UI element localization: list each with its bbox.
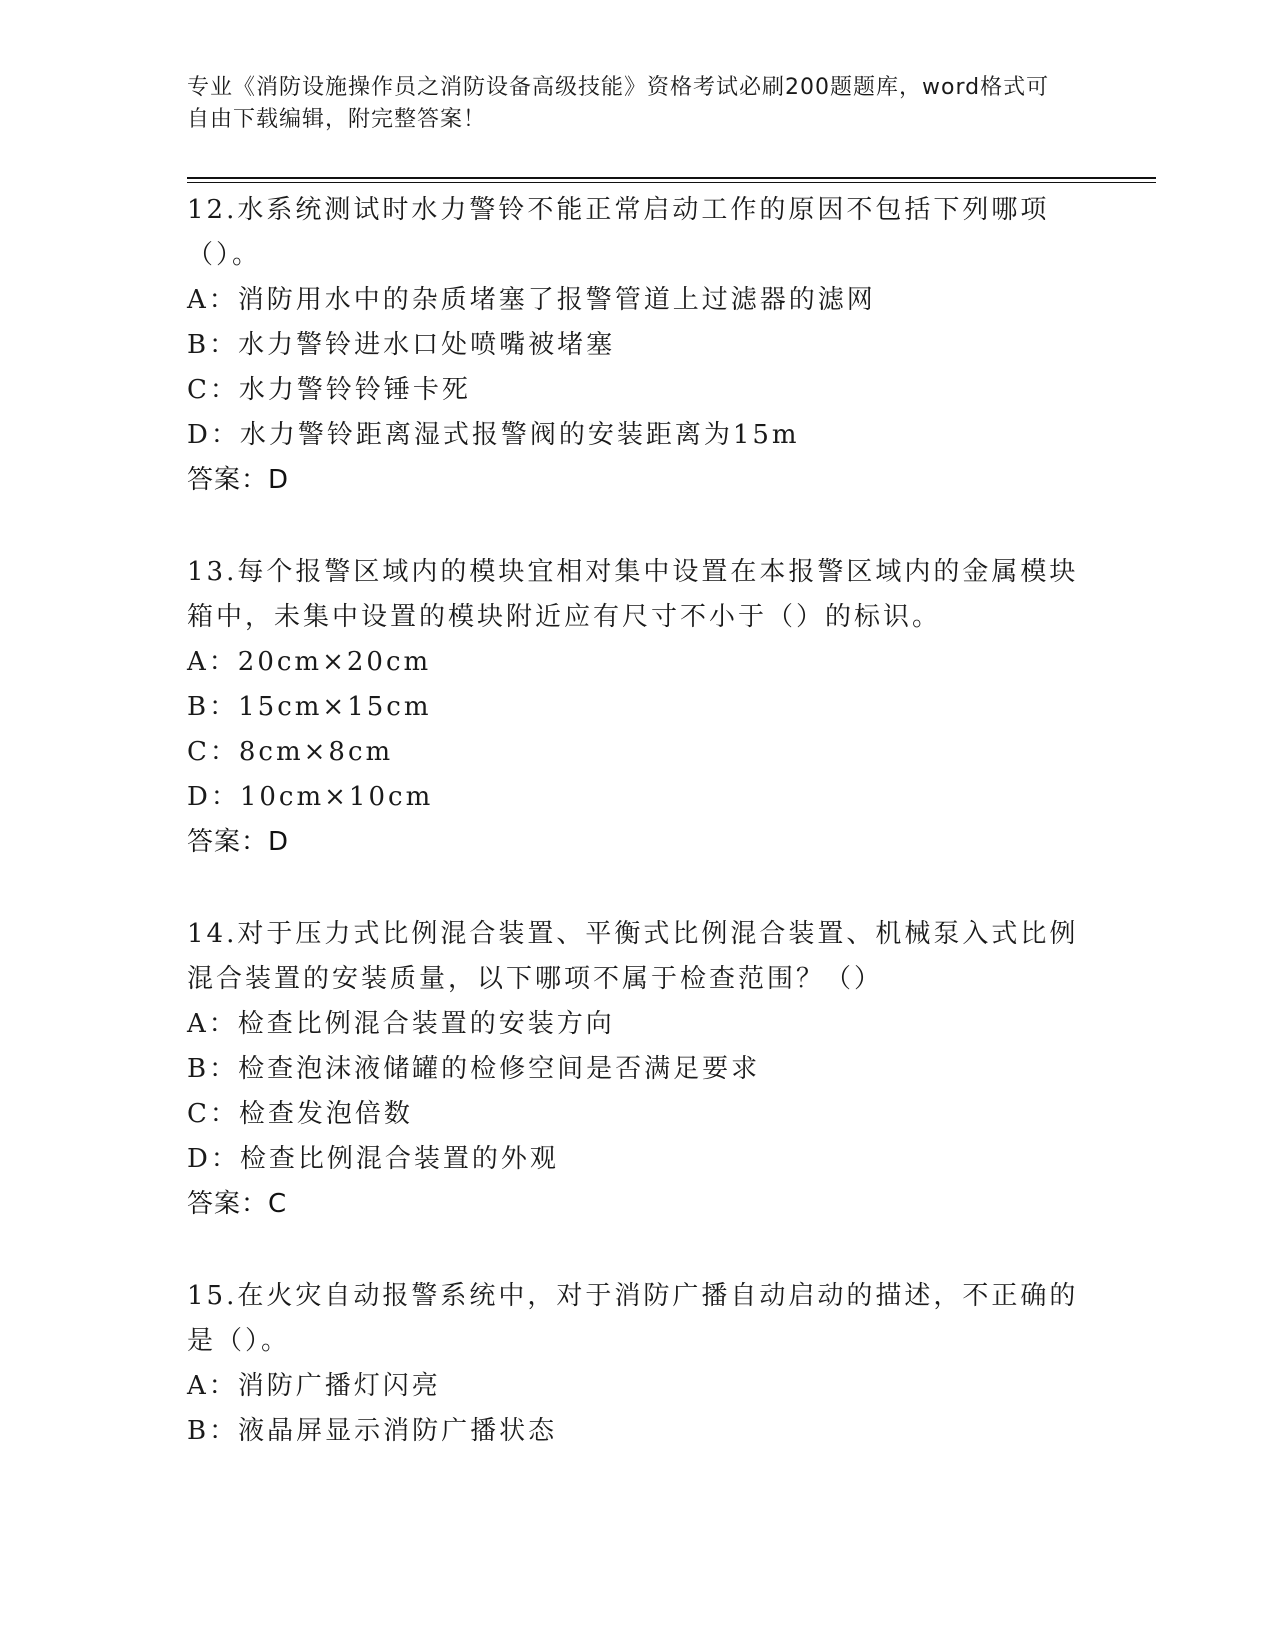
option-d: D：检查比例混合装置的外观	[187, 1144, 559, 1174]
question-14	[187, 912, 1087, 1227]
header-divider-thick	[187, 177, 1156, 179]
option-c: C：水力警铃铃锤卡死	[187, 375, 471, 405]
answer-line: 答案：C	[187, 1189, 288, 1219]
header-divider-thin	[187, 182, 1156, 183]
option-c: C：8cm×8cm	[187, 737, 394, 767]
question-stem: 14.对于压力式比例混合装置、平衡式比例混合装置、机械泵入式比例混合装置的安装质量，以下哪项不属于检查范围？（）	[187, 919, 1079, 994]
option-d: D：水力警铃距离湿式报警阀的安装距离为15m	[187, 420, 800, 450]
question-13	[187, 550, 1087, 865]
option-b: B：液晶屏显示消防广播状态	[187, 1416, 558, 1446]
document-header: 专业《消防设施操作员之消防设备高级技能》资格考试必刷200题题库，word格式可自由下载编辑，附完整答案！	[187, 75, 1050, 132]
answer-line: 答案：D	[187, 465, 290, 495]
question-stem: 15.在火灾自动报警系统中，对于消防广播自动启动的描述，不正确的是（）。	[187, 1281, 1079, 1356]
option-b: B：水力警铃进水口处喷嘴被堵塞	[187, 330, 616, 360]
question-spacer	[187, 503, 1087, 550]
option-a: A：消防广播灯闪亮	[187, 1371, 441, 1401]
question-15	[187, 1274, 1087, 1454]
answer-line: 答案：D	[187, 827, 290, 857]
option-b: B：15cm×15cm	[187, 692, 432, 722]
question-spacer	[187, 1227, 1087, 1274]
question-spacer	[187, 865, 1087, 912]
option-c: C：检查发泡倍数	[187, 1099, 413, 1129]
question-12	[187, 188, 1087, 503]
question-list	[187, 188, 1087, 1454]
option-a: A：检查比例混合装置的安装方向	[187, 1009, 615, 1039]
option-a: A：消防用水中的杂质堵塞了报警管道上过滤器的滤网	[187, 285, 876, 315]
option-d: D：10cm×10cm	[187, 782, 434, 812]
option-b: B：检查泡沫液储罐的检修空间是否满足要求	[187, 1054, 761, 1084]
question-stem: 12.水系统测试时水力警铃不能正常启动工作的原因不包括下列哪项（）。	[187, 195, 1050, 270]
question-stem: 13.每个报警区域内的模块宜相对集中设置在本报警区域内的金属模块箱中，未集中设置的模块附近应有尺寸不小于（）的标识。	[187, 557, 1079, 632]
option-a: A：20cm×20cm	[187, 647, 432, 677]
